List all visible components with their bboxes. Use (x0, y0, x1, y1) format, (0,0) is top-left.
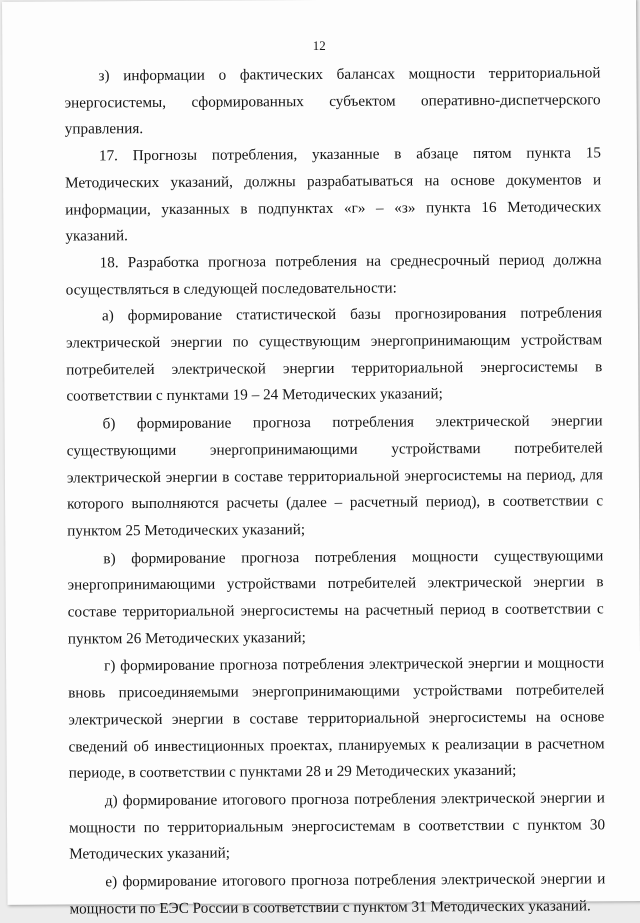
page-number: 12 (312, 37, 326, 54)
document-page (2, 0, 640, 918)
paragraph-item-v: в) формирование прогноза потребления мощности существующими энергопринимающими устройствами потребителей электрической энергии в составе территориальной энергосистемы на расчетный период в соответствии с пунктом 26 Методических указаний; (67, 546, 604, 648)
document-body (64, 60, 605, 923)
paragraph-item-d: д) формирование итогового прогноза потребления электрической энергии и мощности по территориальным энергосистемам в соответствии с пунктом 30 Методических указаний; (68, 789, 606, 863)
paragraph-item-e: е) формирование итогового прогноза потребления электрической энергии и мощности по ЕЭС России в соответствии с пунктом 31 Методических указаний. (69, 870, 606, 918)
paragraph-item-a: а) формирование статистической базы прогнозирования потребления электрической энергии по существующим энергопринимающим устройствам потребителей электрической энергии территориальной энергосистемы в соответствии с пунктами 19 – 24 Методических указаний; (66, 304, 603, 405)
paragraph-item-z: з) информации о фактических балансах мощности территориальной энергосистемы, сформированных субъектом оперативно-диспетчерского управления. (64, 64, 601, 138)
paragraph-item-b: б) формирование прогноза потребления электрической энергии существующими энергопринимающими устройствами потребителей электрической энергии в составе территориальной энергосистемы на период, для которого выполняются расчеты (далее – расчетный период), в соответствии с пунктом 25 Методических указаний; (66, 412, 604, 540)
paragraph-17: 17. Прогнозы потребления, указанные в абзаце пятом пункта 15 Методических указаний, должны разрабатываться на основе документов и информации, указанных в подпунктах «г» – «з» пункта 16 Методических указаний. (65, 144, 602, 245)
paragraph-item-g: г) формирование прогноза потребления электрической энергии и мощности вновь присоединяемыми энергопринимающими устройствами потребителей электрической энергии в составе территориальной энергосистемы на основе сведений об инвестиционных проектах, планируемых к реализации в расчетном периоде, в соответствии с пунктами 28 и 29 Методических указаний; (68, 654, 605, 782)
paragraph-18: 18. Разработка прогноза потребления на среднесрочный период должна осуществляться в следующей последовательности: (65, 251, 602, 299)
